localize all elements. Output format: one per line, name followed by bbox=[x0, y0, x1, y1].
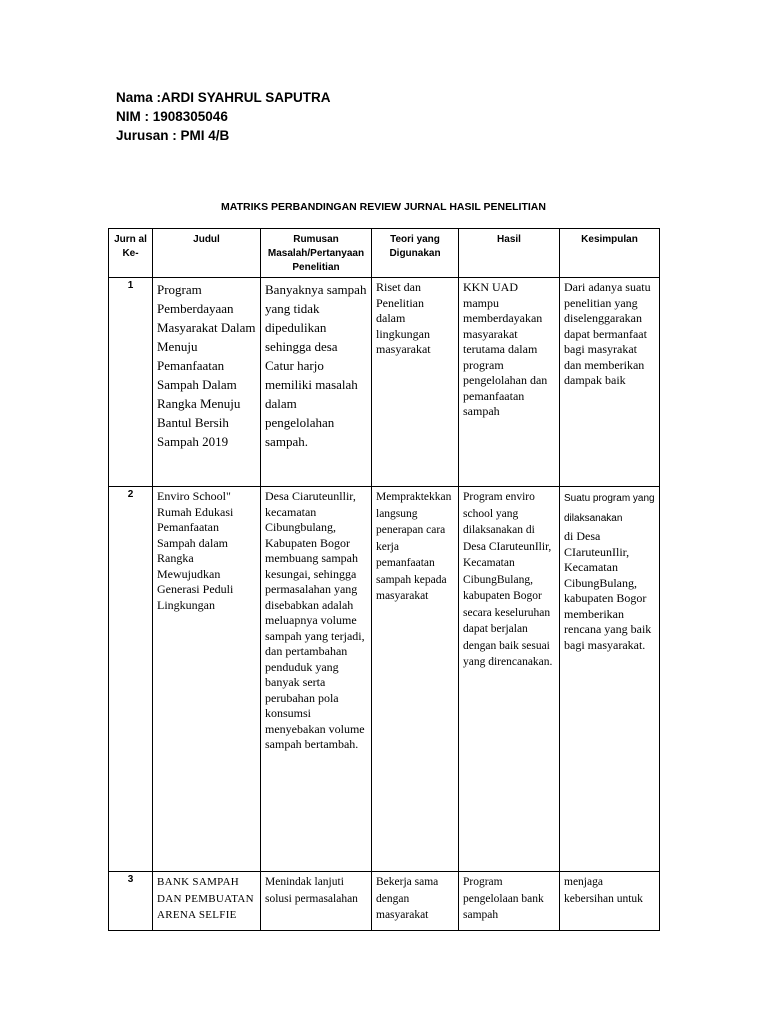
table-row bbox=[109, 278, 660, 487]
review-matrix-table bbox=[108, 228, 660, 931]
cell-teori: Riset dan Penelitian dalam lingkungan masyarakat bbox=[372, 278, 459, 487]
cell-judul: Program Pemberdayaan Masyarakat Dalam Menuju Pemanfaatan Sampah Dalam Rangka Menuju Bantul Bersih Sampah 2019 bbox=[153, 278, 261, 487]
student-name: Nama :ARDI SYAHRUL SAPUTRA bbox=[116, 90, 331, 105]
column-header-kesimpulan: Kesimpulan bbox=[560, 229, 660, 278]
cell-hasil: Program enviro school yang dilaksanakan di Desa CIaruteunIlir, Kecamatan CibungBulang, kabupaten Bogor secara keseluruhan dapat berjalan dengan baik sesuai yang direncanakan. bbox=[459, 487, 560, 872]
column-header-teori: Teori yang Digunakan bbox=[372, 229, 459, 278]
cell-hasil: KKN UAD mampu memberdayakan masyarakat terutama dalam program pengelolahan dan pemanfaatan sampah bbox=[459, 278, 560, 487]
column-header-judul: Judul bbox=[153, 229, 261, 278]
table-row bbox=[109, 872, 660, 931]
column-header-hasil: Hasil bbox=[459, 229, 560, 278]
cell-teori: Mempraktekkan langsung penerapan cara kerja pemanfaatan sampah kepada masyarakat bbox=[372, 487, 459, 872]
column-header-jurnal: Jurn al Ke- bbox=[109, 229, 153, 278]
student-jurusan: Jurusan : PMI 4/B bbox=[116, 128, 230, 143]
kesimpulan-part-a: Suatu program yang dilaksanakan bbox=[564, 493, 655, 524]
cell-kesimpulan bbox=[560, 487, 660, 872]
cell-teori: Bekerja sama dengan masyarakat bbox=[372, 872, 459, 931]
cell-judul: BANK SAMPAH DAN PEMBUATAN ARENA SELFIE bbox=[153, 872, 261, 931]
student-nim: NIM : 1908305046 bbox=[116, 109, 228, 124]
row-number: 2 bbox=[109, 487, 153, 872]
row-number: 3 bbox=[109, 872, 153, 931]
row-number: 1 bbox=[109, 278, 153, 487]
cell-hasil: Program pengelolaan bank sampah bbox=[459, 872, 560, 931]
cell-rumusan: Desa Ciaruteunllir, kecamatan Cibungbulang, Kabupaten Bogor membuang sampah kesungai, sehingga permasalahan yang disebabkan adalah meluapnya volume sampah yang terjadi, dan pertambahan penduduk yang banyak serta perubahan pola konsumsi menyebakan volume sampah bertambah. bbox=[261, 487, 372, 872]
column-header-rumusan: Rumusan Masalah/Pertanyaan Penelitian bbox=[261, 229, 372, 278]
cell-rumusan: Menindak lanjuti solusi permasalahan bbox=[261, 872, 372, 931]
table-header-row bbox=[109, 229, 660, 278]
document-title: MATRIKS PERBANDINGAN REVIEW JURNAL HASIL PENELITIAN bbox=[221, 201, 546, 213]
kesimpulan-part-b: di Desa CIaruteunIlir, Kecamatan CibungBulang, kabupaten Bogor memberikan rencana yang baik bagi masyarakat. bbox=[564, 529, 652, 652]
cell-kesimpulan: menjaga kebersihan untuk bbox=[560, 872, 660, 931]
student-info bbox=[116, 88, 331, 145]
cell-rumusan: Banyaknya sampah yang tidak dipedulikan sehingga desa Catur harjo memiliki masalah dalam pengelolahan sampah. bbox=[261, 278, 372, 487]
cell-kesimpulan: Dari adanya suatu penelitian yang diselenggarakan dapat bermanfaat bagi masyrakat dan memberikan dampak baik bbox=[560, 278, 660, 487]
cell-judul: Enviro School" Rumah Edukasi Pemanfaatan Sampah dalam Rangka Mewujudkan Generasi Peduli Lingkungan bbox=[153, 487, 261, 872]
table-row bbox=[109, 487, 660, 872]
